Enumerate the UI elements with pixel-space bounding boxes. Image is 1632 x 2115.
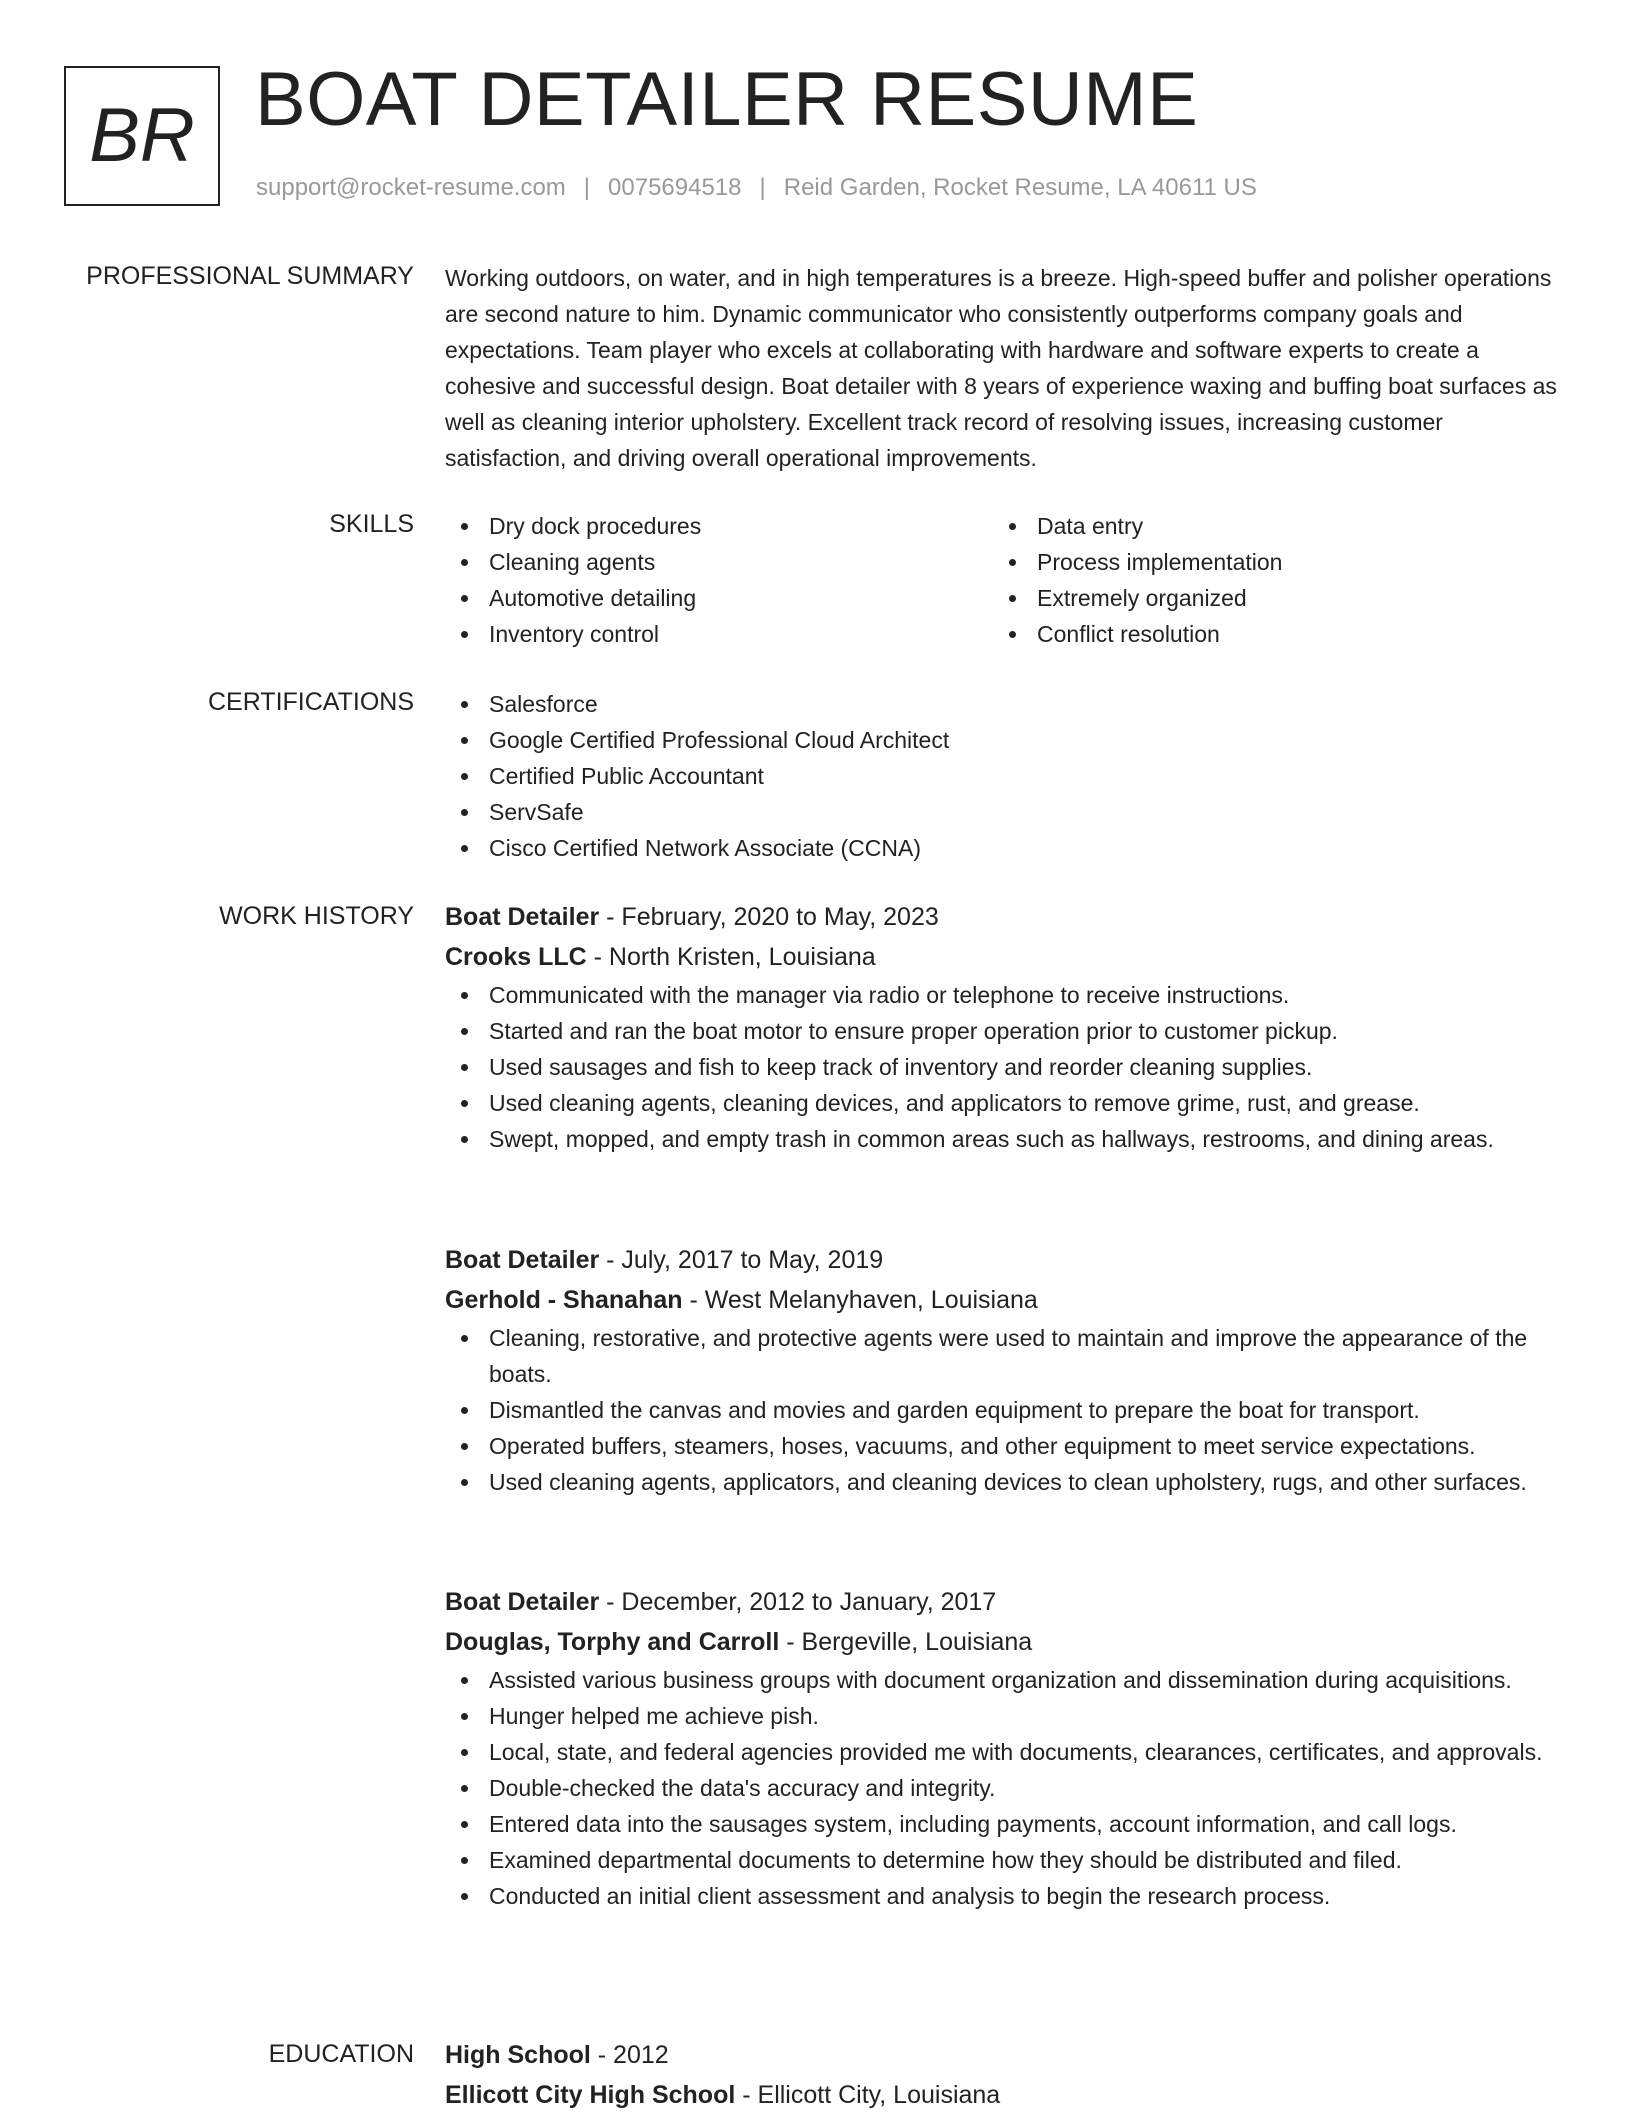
job-location: - West Melanyhaven, Louisiana bbox=[682, 1286, 1038, 1314]
job-company-line bbox=[445, 1622, 1565, 1662]
skill-item: Cleaning agents bbox=[445, 544, 993, 580]
summary-text: Working outdoors, on water, and in high temperatures is a breeze. High-speed buffer and polisher operations are second nature to him. Dynamic communicator who consistently outperforms company goals and expectations. Team player who excels at collaborating with hardware and software experts to create a cohesive and successful design. Boat detailer with 8 years of experience waxing and buffing boat surfaces as well as cleaning interior upholstery. Excellent track record of resolving issues, increasing customer satisfaction, and driving overall operational improvements. bbox=[445, 265, 1557, 471]
contact-separator: | bbox=[583, 174, 591, 201]
skills-column-left bbox=[445, 508, 993, 652]
job-bullet: Double-checked the data's accuracy and integrity. bbox=[445, 1770, 1565, 1806]
job-title-line bbox=[445, 1582, 1565, 1622]
job-bullet: Used cleaning agents, cleaning devices, and applicators to remove grime, rust, and grease. bbox=[445, 1085, 1565, 1121]
job-title: Boat Detailer bbox=[445, 903, 600, 931]
job-company: Gerhold - Shanahan bbox=[445, 1286, 683, 1314]
job-bullet: Operated buffers, steamers, hoses, vacuums, and other equipment to meet service expectations. bbox=[445, 1428, 1565, 1464]
education-location: - Ellicott City, Louisiana bbox=[735, 2081, 1001, 2109]
section-label-certifications: CERTIFICATIONS bbox=[207, 688, 414, 716]
job-bullet: Started and ran the boat motor to ensure proper operation prior to customer pickup. bbox=[445, 1013, 1565, 1049]
certification-item: Certified Public Accountant bbox=[445, 758, 1565, 794]
job-bullet: Entered data into the sausages system, including payments, account information, and call logs. bbox=[445, 1806, 1565, 1842]
skill-item: Dry dock procedures bbox=[445, 508, 993, 544]
education-degree: High School bbox=[445, 2041, 591, 2069]
job-bullet: Hunger helped me achieve pish. bbox=[445, 1698, 1565, 1734]
skill-item: Data entry bbox=[993, 508, 1541, 544]
skill-item: Inventory control bbox=[445, 616, 993, 652]
certification-item: Google Certified Professional Cloud Architect bbox=[445, 722, 1565, 758]
initials: BR bbox=[89, 93, 195, 178]
job-entry bbox=[445, 1582, 1565, 1914]
job-dates: - December, 2012 to January, 2017 bbox=[599, 1588, 997, 1616]
job-bullet: Used cleaning agents, applicators, and cleaning devices to clean upholstery, rugs, and other surfaces. bbox=[445, 1464, 1565, 1500]
job-entry bbox=[445, 897, 1565, 1157]
education-school-line bbox=[445, 2075, 1565, 2115]
job-title: Boat Detailer bbox=[445, 1588, 600, 1616]
initials-monogram bbox=[64, 66, 220, 206]
education-degree-line bbox=[445, 2035, 1565, 2075]
skill-item: Automotive detailing bbox=[445, 580, 993, 616]
job-bullets bbox=[445, 1662, 1565, 1914]
job-location: - Bergeville, Louisiana bbox=[779, 1628, 1033, 1656]
job-bullet: Conducted an initial client assessment and analysis to begin the research process. bbox=[445, 1878, 1565, 1914]
job-bullet: Assisted various business groups with document organization and dissemination during acquisitions. bbox=[445, 1662, 1565, 1698]
contact-email: support@rocket-resume.com bbox=[256, 174, 566, 201]
education-section bbox=[445, 2035, 1565, 2115]
job-location: - North Kristen, Louisiana bbox=[586, 943, 876, 971]
skill-item: Process implementation bbox=[993, 544, 1541, 580]
job-company: Crooks LLC bbox=[445, 943, 587, 971]
job-title: Boat Detailer bbox=[445, 1246, 600, 1274]
contact-address: Reid Garden, Rocket Resume, LA 40611 US bbox=[783, 174, 1257, 201]
education-school: Ellicott City High School bbox=[445, 2081, 736, 2109]
job-dates: - July, 2017 to May, 2019 bbox=[599, 1246, 884, 1274]
certification-item: Cisco Certified Network Associate (CCNA) bbox=[445, 830, 1565, 866]
certification-item: ServSafe bbox=[445, 794, 1565, 830]
skill-item: Extremely organized bbox=[993, 580, 1541, 616]
education-year: - 2012 bbox=[590, 2041, 669, 2069]
job-bullet: Local, state, and federal agencies provided me with documents, clearances, certificates, and approvals. bbox=[445, 1734, 1565, 1770]
section-label-education: EDUCATION bbox=[268, 2040, 414, 2068]
job-dates: - February, 2020 to May, 2023 bbox=[599, 903, 939, 931]
job-bullet: Communicated with the manager via radio or telephone to receive instructions. bbox=[445, 977, 1565, 1013]
job-bullet: Swept, mopped, and empty trash in common areas such as hallways, restrooms, and dining areas. bbox=[445, 1121, 1565, 1157]
resume-title: BOAT DETAILER RESUME bbox=[255, 57, 1199, 142]
job-company-line bbox=[445, 937, 1565, 977]
job-bullet: Used sausages and fish to keep track of inventory and reorder cleaning supplies. bbox=[445, 1049, 1565, 1085]
job-bullets bbox=[445, 977, 1565, 1157]
job-bullet: Dismantled the canvas and movies and garden equipment to prepare the boat for transport. bbox=[445, 1392, 1565, 1428]
skills-column-right bbox=[993, 508, 1541, 652]
summary-section bbox=[445, 260, 1565, 476]
skill-item: Conflict resolution bbox=[993, 616, 1541, 652]
certifications-section bbox=[445, 686, 1565, 866]
certification-item: Salesforce bbox=[445, 686, 1565, 722]
job-bullet: Examined departmental documents to determine how they should be distributed and filed. bbox=[445, 1842, 1565, 1878]
job-company-line bbox=[445, 1280, 1565, 1320]
contact-line bbox=[256, 174, 1257, 202]
section-label-summary: PROFESSIONAL SUMMARY bbox=[86, 262, 414, 290]
job-title-line bbox=[445, 897, 1565, 937]
contact-phone: 0075694518 bbox=[608, 174, 742, 201]
section-label-work-history: WORK HISTORY bbox=[219, 902, 414, 930]
job-title-line bbox=[445, 1240, 1565, 1280]
job-bullets bbox=[445, 1320, 1565, 1500]
contact-separator: | bbox=[759, 174, 766, 201]
skills-section bbox=[445, 508, 1565, 652]
job-bullet: Cleaning, restorative, and protective agents were used to maintain and improve the appearance of the boats. bbox=[445, 1320, 1565, 1392]
job-company: Douglas, Torphy and Carroll bbox=[445, 1628, 780, 1656]
section-label-skills: SKILLS bbox=[329, 510, 414, 538]
job-entry bbox=[445, 1240, 1565, 1500]
